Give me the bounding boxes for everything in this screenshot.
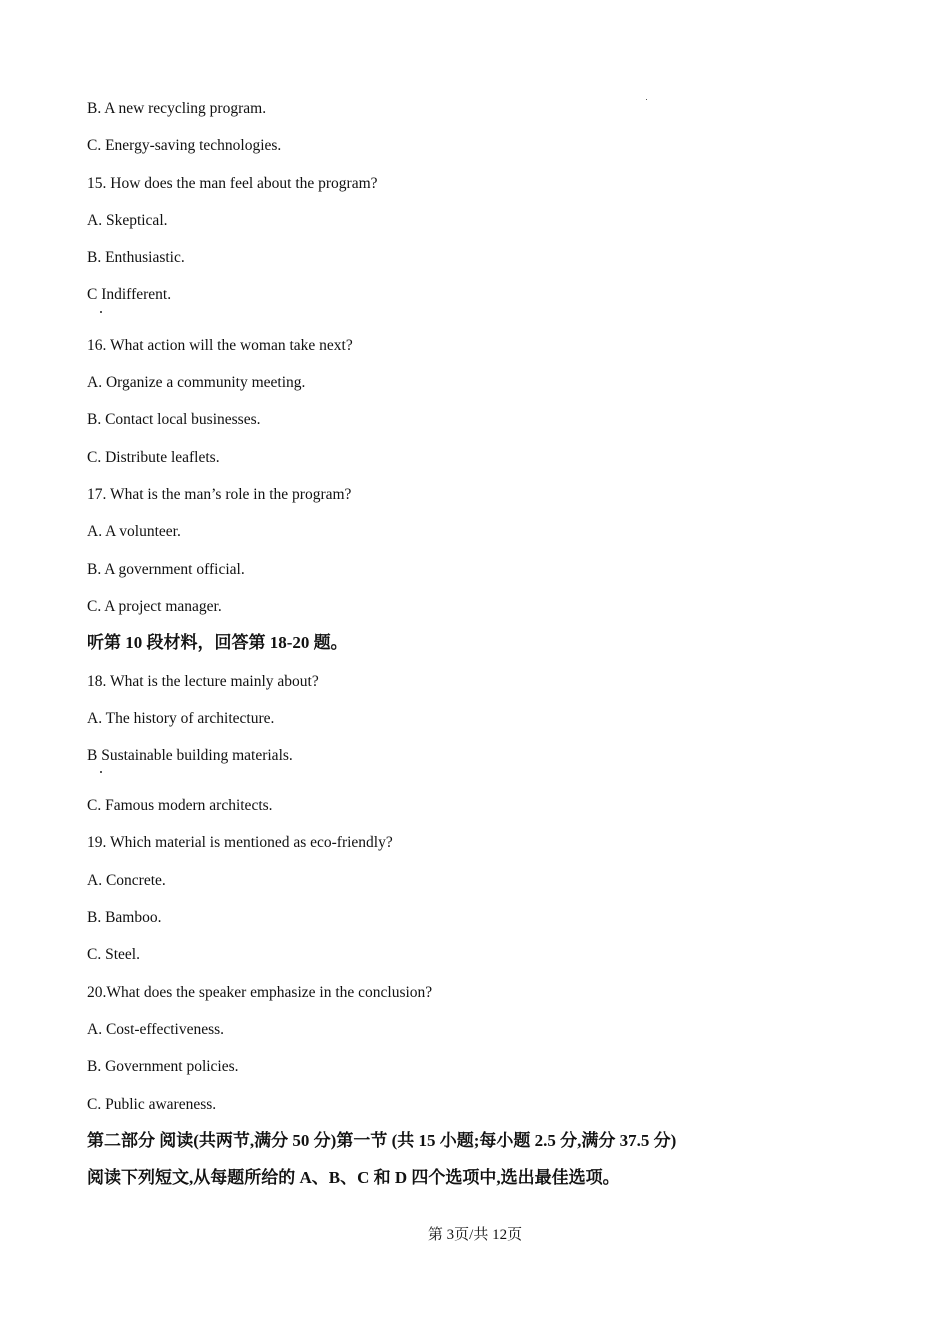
page-number: 第 3页/共 12页 bbox=[427, 1227, 523, 1243]
option-c-q16: C. Distribute leaflets. bbox=[87, 449, 220, 466]
part-two-heading: 第二部分 阅读(共两节,满分 50 分)第一节 (共 15 小题;每小题 2.5 分,满分 37.5 分) bbox=[87, 1131, 677, 1150]
option-b-q14: B. A new recycling program. bbox=[87, 100, 267, 117]
section-heading-passage-10: 听第 10 段材料，回答第 18-20 题。 bbox=[87, 633, 348, 652]
option-a-q15: A. Skeptical. bbox=[87, 212, 168, 229]
option-a-q16: A. Organize a community meeting. bbox=[87, 374, 306, 391]
option-b-q17: B. A government official. bbox=[87, 561, 245, 578]
period-dot bbox=[100, 771, 102, 773]
reading-instructions: 阅读下列短文,从每题所给的 A、B、C 和 D 四个选项中,选出最佳选项。 bbox=[87, 1168, 620, 1187]
option-c-q19: C. Steel. bbox=[87, 946, 140, 963]
option-c-q15: C Indifferent. bbox=[87, 286, 172, 303]
option-b-q16: B. Contact local businesses. bbox=[87, 411, 261, 428]
option-a-q20: A. Cost-effectiveness. bbox=[87, 1021, 225, 1038]
option-a-q19: A. Concrete. bbox=[87, 872, 166, 889]
option-b-q15: B. Enthusiastic. bbox=[87, 249, 185, 266]
option-c-q20: C. Public awareness. bbox=[87, 1096, 217, 1113]
period-dot bbox=[100, 311, 102, 313]
question-20: 20.What does the speaker emphasize in the conclusion? bbox=[87, 984, 433, 1001]
option-c-q17: C. A project manager. bbox=[87, 598, 222, 615]
question-18: 18. What is the lecture mainly about? bbox=[87, 673, 319, 690]
option-b-q19: B. Bamboo. bbox=[87, 909, 162, 926]
option-c-q18: C. Famous modern architects. bbox=[87, 797, 273, 814]
stray-mark bbox=[646, 99, 647, 100]
option-a-q17: A. A volunteer. bbox=[87, 523, 181, 540]
question-16: 16. What action will the woman take next? bbox=[87, 337, 353, 354]
option-c-q14: C. Energy-saving technologies. bbox=[87, 137, 282, 154]
question-19: 19. Which material is mentioned as eco-friendly? bbox=[87, 834, 393, 851]
question-15: 15. How does the man feel about the program? bbox=[87, 175, 378, 192]
option-b-q20: B. Government policies. bbox=[87, 1058, 239, 1075]
question-17: 17. What is the man’s role in the program? bbox=[87, 486, 352, 503]
option-b-q18: B Sustainable building materials. bbox=[87, 747, 293, 764]
option-a-q18: A. The history of architecture. bbox=[87, 710, 275, 727]
